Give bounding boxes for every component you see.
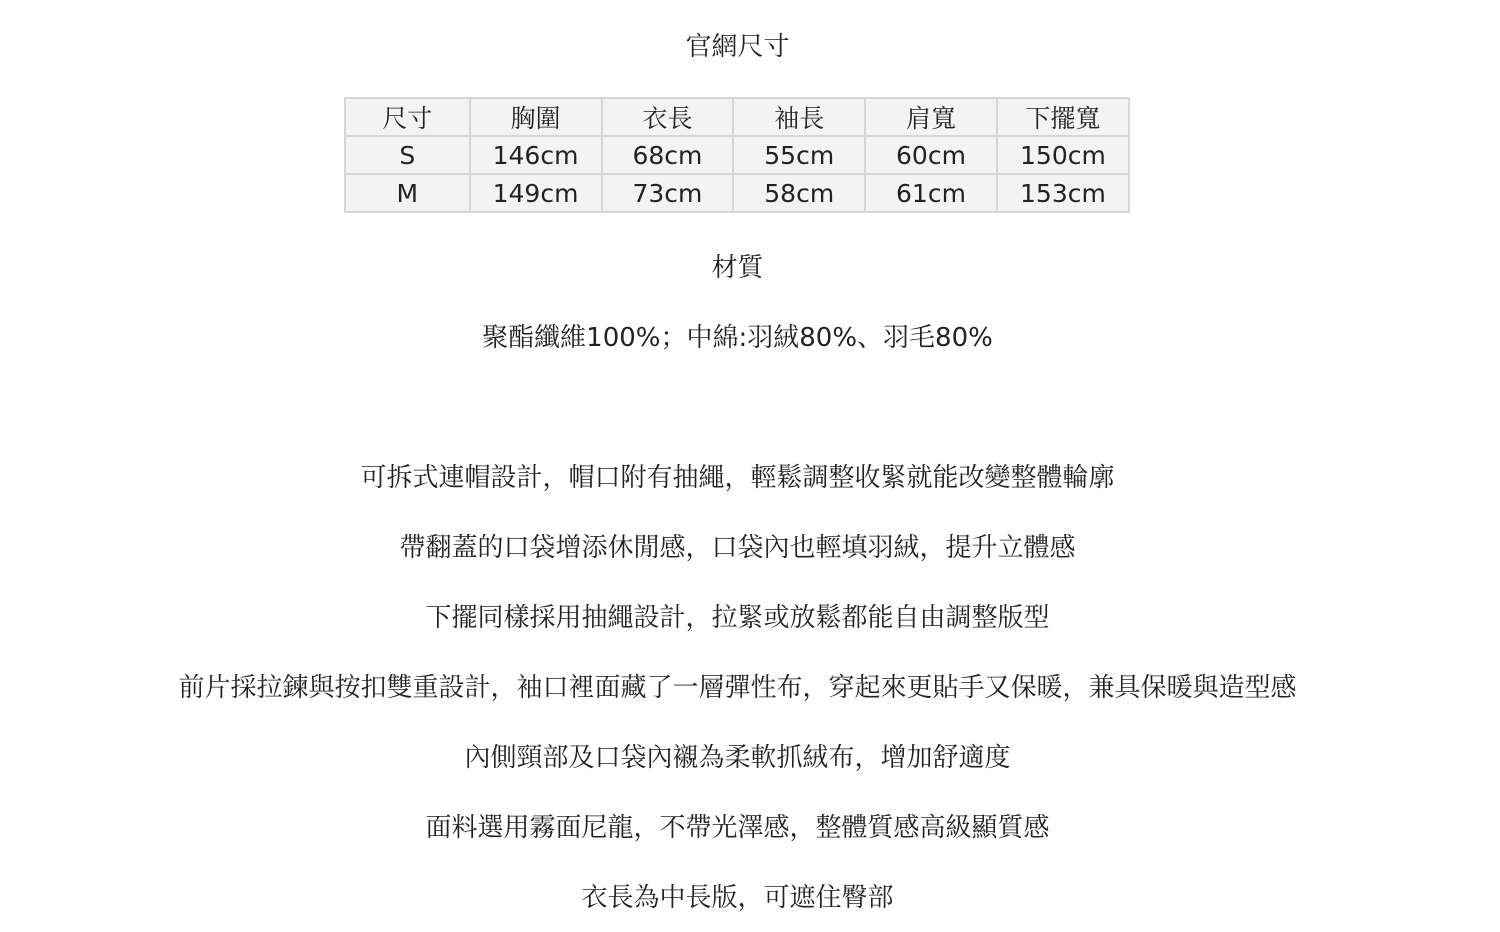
header-sleeve: 袖長 [733,98,865,136]
size-chart-title: 官網尺寸 [685,32,790,62]
cell-size: S [345,136,470,174]
cell-hem: 153cm [997,174,1129,212]
header-length: 衣長 [602,98,734,136]
description-line: 前片採拉鍊與按扣雙重設計，袖口裡面藏了一層彈性布，穿起來更貼手又保暖，兼具保暖與造型感 [178,673,1297,703]
description-line: 可拆式連帽設計，帽口附有抽繩，輕鬆調整收緊就能改變整體輪廓 [360,463,1115,493]
size-table [344,97,1130,213]
description-line: 下擺同樣採用抽繩設計，拉緊或放鬆都能自由調整版型 [425,603,1050,633]
header-hem: 下擺寬 [997,98,1129,136]
material-title: 材質 [711,253,764,283]
cell-sleeve: 58cm [733,174,865,212]
cell-length: 68cm [602,136,734,174]
cell-chest: 146cm [470,136,602,174]
material-text: 聚酯纖維100%；中綿:羽絨80%、羽毛80% [482,323,993,353]
description-line: 內側頸部及口袋內襯為柔軟抓絨布，增加舒適度 [464,743,1011,773]
table-row [345,136,1129,174]
size-table-header-row [345,98,1129,136]
description-line: 面料選用霧面尼龍，不帶光澤感，整體質感高級顯質感 [425,813,1050,843]
header-size: 尺寸 [345,98,470,136]
cell-size: M [345,174,470,212]
header-shoulder: 肩寬 [865,98,997,136]
header-chest: 胸圍 [470,98,602,136]
table-row [345,174,1129,212]
description-line: 衣長為中長版，可遮住臀部 [581,883,894,913]
description-line: 帶翻蓋的口袋增添休閒感，口袋內也輕填羽絨，提升立體感 [399,533,1076,563]
cell-chest: 149cm [470,174,602,212]
cell-hem: 150cm [997,136,1129,174]
cell-shoulder: 60cm [865,136,997,174]
cell-sleeve: 55cm [733,136,865,174]
cell-length: 73cm [602,174,734,212]
cell-shoulder: 61cm [865,174,997,212]
